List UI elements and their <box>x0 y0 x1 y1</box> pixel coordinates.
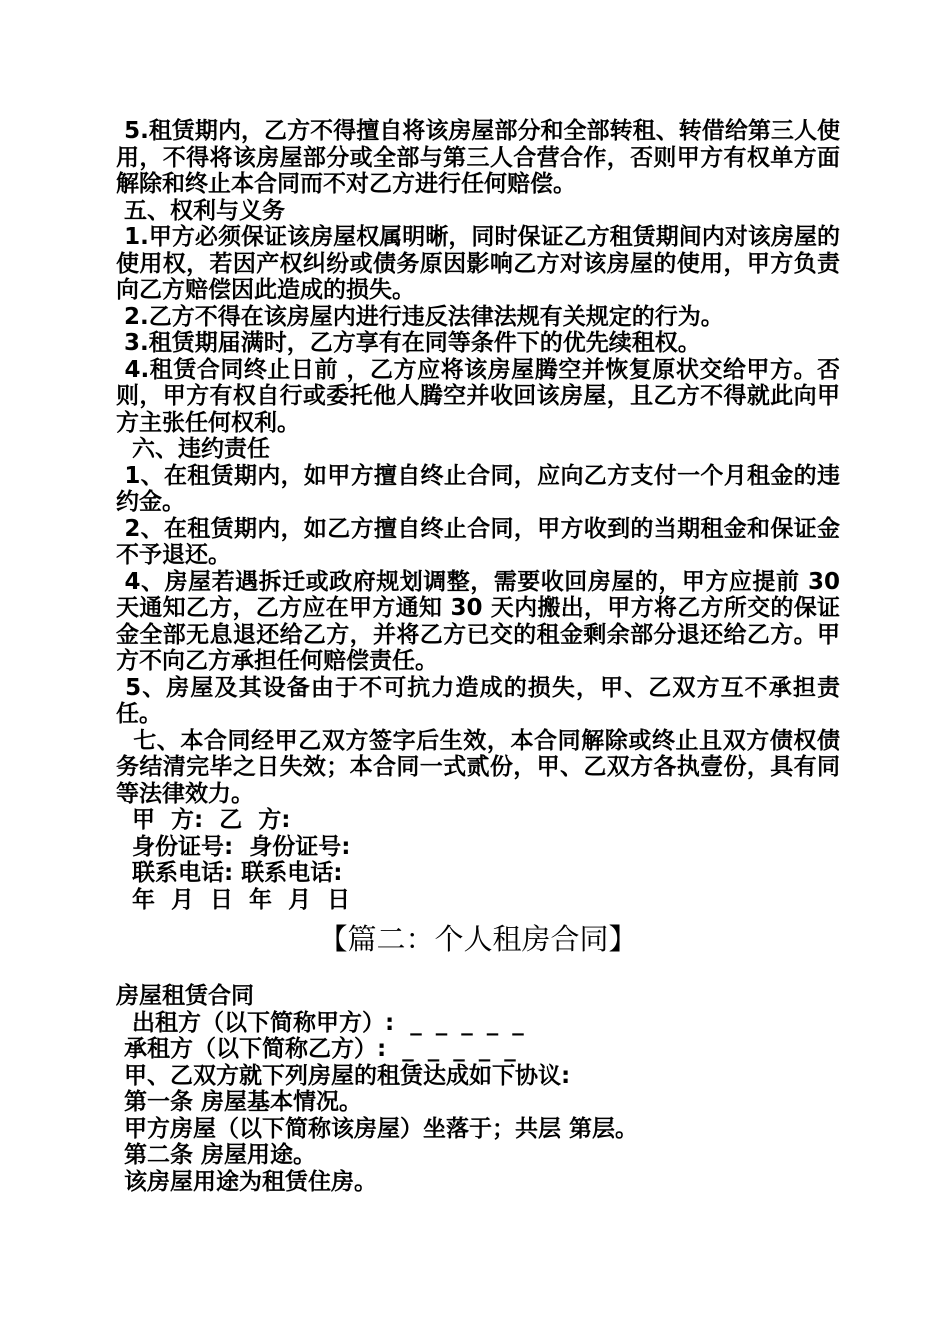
clause-demolition: 4、房屋若遇拆迁或政府规划调整，需要收回房屋的，甲方应提前 30 天通知乙方，乙方应在甲方通知 30 天内搬出，甲方将乙方所交的保证金全部无息退还给乙方，并将乙方已交的租金剩余部分退还给乙方。甲方不向乙方承担任何赔偿责任。 <box>116 568 849 674</box>
article-two-usage: 该房屋用途为租赁住房。 <box>116 1168 378 1195</box>
signature-dates: 年 月 日 年 月 日 <box>116 886 351 913</box>
part-two-title: 房屋租赁合同 <box>116 983 254 1009</box>
lessor-line <box>116 1010 840 1037</box>
lessor-label: 出租方（以下简称甲方）: <box>116 1009 411 1036</box>
clause-sublet: 5.租赁期内，乙方不得擅自将该房屋部分和全部转租、转借给第三人使用，不得将该房屋部分或全部与第三人合营合作，否则甲方有权单方面解除和终止本合同而不对乙方进行任何赔偿。 <box>116 118 840 197</box>
lessee-blank: _ _ _ _ _ <box>402 1036 519 1062</box>
clause-renewal: 3.租赁期届满时，乙方享有在同等条件下的优先续租权。 <box>116 330 701 356</box>
part-two <box>116 983 840 1195</box>
lessee-line <box>116 1036 840 1063</box>
document-body <box>116 118 849 1195</box>
lessee-label: 承租方（以下简称乙方）: <box>116 1036 403 1062</box>
article-one-location: 甲方房屋（以下简称该房屋）坐落于；共层 第层。 <box>116 1115 639 1142</box>
article-one-heading: 第一条 房屋基本情况。 <box>116 1089 363 1115</box>
agreement-intro: 甲、乙双方就下列房屋的租赁达成如下协议: <box>116 1062 571 1089</box>
part-two-heading: 【篇二：个人租房合同】 <box>318 922 638 956</box>
section-one <box>116 118 849 807</box>
clause-effective: 七、本合同经甲乙双方签字后生效，本合同解除或终止且双方债权债务结清完毕之日失效；本合同一式贰份，甲、乙双方各执壹份，具有同等法律效力。 <box>116 727 841 807</box>
signature-block <box>116 807 840 913</box>
clause-termination: 4.租赁合同终止日前 ，乙方应将该房屋腾空并恢复原状交给甲方。否则，甲方有权自行或委托他人腾空并收回该房屋，且乙方不得就此向甲方主张任何权利。 <box>116 356 840 436</box>
article-two-heading: 第二条 房屋用途。 <box>116 1142 317 1168</box>
signature-id-numbers: 身份证号: 身份证号: <box>116 833 351 860</box>
clause-ownership: 1.甲方必须保证该房屋权属明晰，同时保证乙方租赁期间内对该房屋的使用权，若因产权纠纷或债务原因影响乙方对该房屋的使用，甲方负责向乙方赔偿因此造成的损失。 <box>116 224 840 303</box>
clause-landlord-breach: 1、在租赁期内，如甲方擅自终止合同，应向乙方支付一个月租金的违约金。 <box>116 462 840 515</box>
clause-tenant-breach: 2、在租赁期内，如乙方擅自终止合同，甲方收到的当期租金和保证金不予退还。 <box>116 515 840 568</box>
signature-parties: 甲 方: 乙 方: <box>116 807 291 833</box>
clause-legal-conduct: 2.乙方不得在该房屋内进行违反法律法规有关规定的行为。 <box>116 303 724 330</box>
signature-phones: 联系电话: 联系电话: <box>116 860 343 886</box>
section-heading-liability: 六、违约责任 <box>116 436 271 462</box>
lessor-blank: _ _ _ _ _ <box>410 1009 527 1036</box>
clause-force-majeure: 5、房屋及其设备由于不可抗力造成的损失，甲、乙双方互不承担责任。 <box>116 674 840 727</box>
section-heading-rights: 五、权利与义务 <box>116 197 286 224</box>
